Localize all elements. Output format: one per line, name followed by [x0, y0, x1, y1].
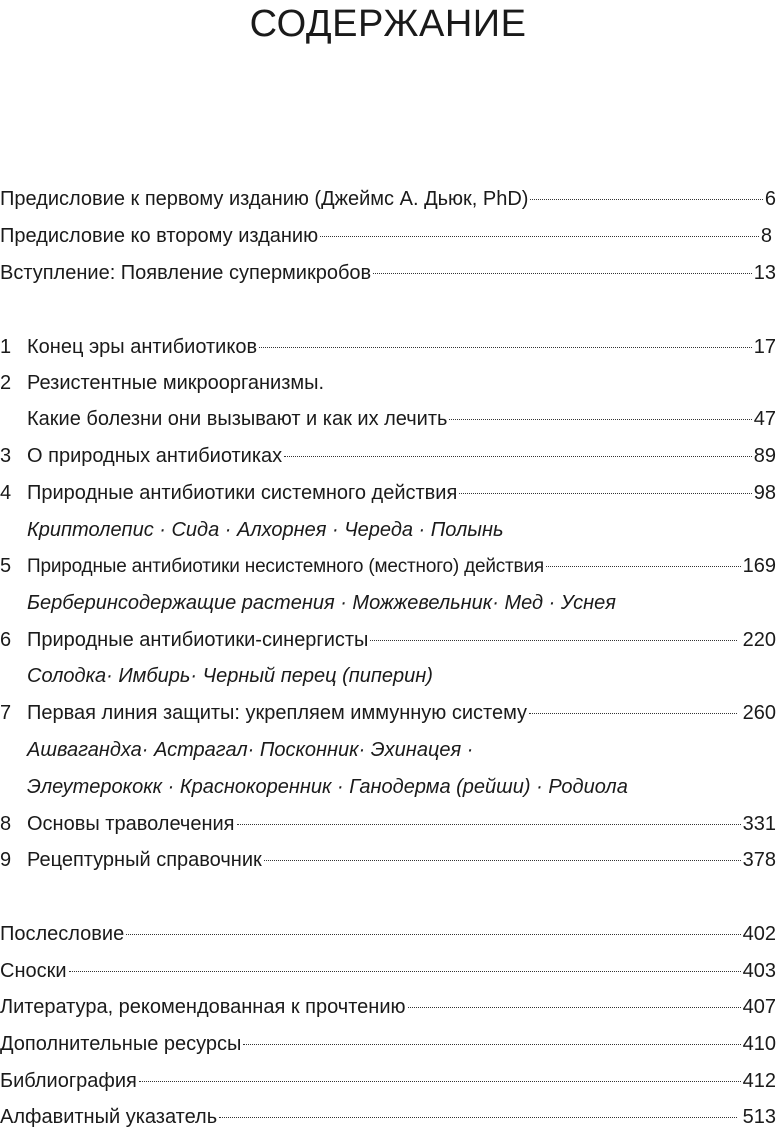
toc-page-number: 89: [753, 445, 776, 467]
toc-entry-label: О природных антибиотиках: [27, 445, 283, 467]
dot-leader: [546, 548, 741, 567]
chapter-number: 8: [0, 813, 12, 835]
toc-entry-chapter-1[interactable]: [0, 332, 776, 362]
toc-page-number: 403: [742, 960, 776, 982]
chapter-number: 3: [0, 445, 12, 467]
toc-entry-label: Природные антибиотики-синергисты: [27, 629, 369, 651]
dot-leader: [237, 806, 741, 825]
toc-page-number: 8: [760, 225, 772, 247]
dot-leader: [69, 953, 741, 972]
toc-page-number: 513: [742, 1106, 776, 1128]
toc-entry-chapter-9[interactable]: [0, 845, 776, 875]
toc-entry-recommended-reading[interactable]: [0, 992, 776, 1022]
chapter-4-subtopics: Криптолепис · Сида · Алхорнея · Череда · Полынь: [27, 519, 504, 541]
toc-entry-chapter-2-continued[interactable]: [0, 404, 776, 434]
dot-leader: [370, 622, 736, 641]
toc-entry-label: Дополнительные ресурсы: [0, 1033, 242, 1055]
dot-leader: [243, 1026, 740, 1045]
toc-page-number: 331: [742, 813, 776, 835]
chapter-number: 4: [0, 482, 12, 504]
toc-entry-label: Основы траволечения: [27, 813, 235, 835]
dot-leader: [219, 1099, 737, 1118]
dot-leader: [139, 1063, 741, 1082]
toc-entry-label: Природные антибиотики системного действия: [27, 482, 458, 504]
toc-entry-chapter-2[interactable]: [0, 368, 776, 398]
toc-entry-label: Алфавитный указатель: [0, 1106, 218, 1128]
toc-page-number: 412: [742, 1070, 776, 1092]
toc-entry-label: Сноски: [0, 960, 67, 982]
toc-entry-label: Какие болезни они вызывают и как их лечить: [27, 408, 448, 430]
chapter-number: 1: [0, 336, 12, 358]
toc-entry-afterword[interactable]: [0, 919, 776, 949]
toc-entry-label: Послесловие: [0, 923, 125, 945]
dot-leader: [408, 989, 741, 1008]
chapter-7-subtopics-line-2: Элеутерококк · Краснокоренник · Ганодерма (рейши) · Родиола: [27, 776, 628, 798]
dot-leader: [264, 842, 741, 861]
toc-entry-label: Природные антибиотики несистемного (местного) действия: [27, 556, 544, 577]
dot-leader: [320, 218, 759, 237]
dot-leader: [459, 475, 751, 494]
dot-leader: [373, 255, 752, 274]
toc-entry-chapter-6[interactable]: [0, 625, 776, 655]
chapter-number: 6: [0, 629, 12, 651]
toc-page-number: 13: [753, 262, 776, 284]
toc-page-number: 6: [764, 188, 776, 210]
toc-entry-introduction[interactable]: [0, 258, 776, 288]
chapter-number: 2: [0, 372, 12, 394]
toc-entry-label: Предисловие к первому изданию (Джеймс А. Дьюк, PhD): [0, 188, 529, 210]
toc-entry-chapter-3[interactable]: [0, 441, 776, 471]
toc-entry-additional-resources[interactable]: [0, 1029, 776, 1059]
chapter-number: 9: [0, 849, 12, 871]
toc-entry-bibliography[interactable]: [0, 1066, 776, 1096]
toc-entry-footnotes[interactable]: [0, 956, 776, 986]
toc-page-number: 410: [742, 1033, 776, 1055]
toc-entry-foreword-second[interactable]: [0, 221, 776, 251]
dot-leader: [126, 916, 740, 935]
dot-leader: [530, 181, 762, 200]
toc-entry-chapter-8[interactable]: [0, 809, 776, 839]
toc-page-number: 98: [753, 482, 776, 504]
toc-entry-label: Предисловие ко второму изданию: [0, 225, 319, 247]
chapter-number: 7: [0, 702, 12, 724]
toc-entry-chapter-5[interactable]: [0, 551, 776, 581]
toc-page-number: 220: [742, 629, 776, 651]
toc-page-number: 47: [753, 408, 776, 430]
dot-leader: [449, 401, 751, 420]
toc-entry-label: Конец эры антибиотиков: [27, 336, 258, 358]
toc-page-number: 402: [742, 923, 776, 945]
toc-entry-label: Первая линия защиты: укрепляем иммунную систему: [27, 702, 528, 724]
dot-leader: [284, 438, 752, 457]
toc-page-number: 378: [742, 849, 776, 871]
page-title: СОДЕРЖАНИЕ: [249, 3, 527, 45]
chapter-7-subtopics-line-1: Ашвагандха· Астрагал· Посконник· Эхинацея ·: [27, 739, 474, 761]
chapter-number: 5: [0, 555, 12, 577]
dot-leader: [259, 329, 752, 348]
toc-entry-label: Резистентные микроорганизмы.: [27, 372, 325, 394]
chapter-5-subtopics: Берберинсодержащие растения · Можжевельник· Мед · Уснея: [27, 592, 616, 614]
toc-page-number: 17: [753, 336, 776, 358]
toc-page-number: 169: [742, 555, 776, 577]
chapter-6-subtopics: Солодка· Имбирь· Черный перец (пиперин): [27, 665, 433, 687]
toc-entry-chapter-4[interactable]: [0, 478, 776, 508]
toc-entry-chapter-7[interactable]: [0, 698, 776, 728]
toc-entry-label: Вступление: Появление супермикробов: [0, 262, 372, 284]
dot-leader: [529, 695, 737, 714]
toc-page-number: 407: [742, 996, 776, 1018]
toc-entry-label: Рецептурный справочник: [27, 849, 262, 871]
toc-page-number: 260: [742, 702, 776, 724]
toc-entry-foreword-first[interactable]: [0, 184, 776, 214]
toc-entry-label: Литература, рекомендованная к прочтению: [0, 996, 406, 1018]
toc-entry-index[interactable]: [0, 1102, 776, 1132]
toc-entry-label: Библиография: [0, 1070, 137, 1092]
